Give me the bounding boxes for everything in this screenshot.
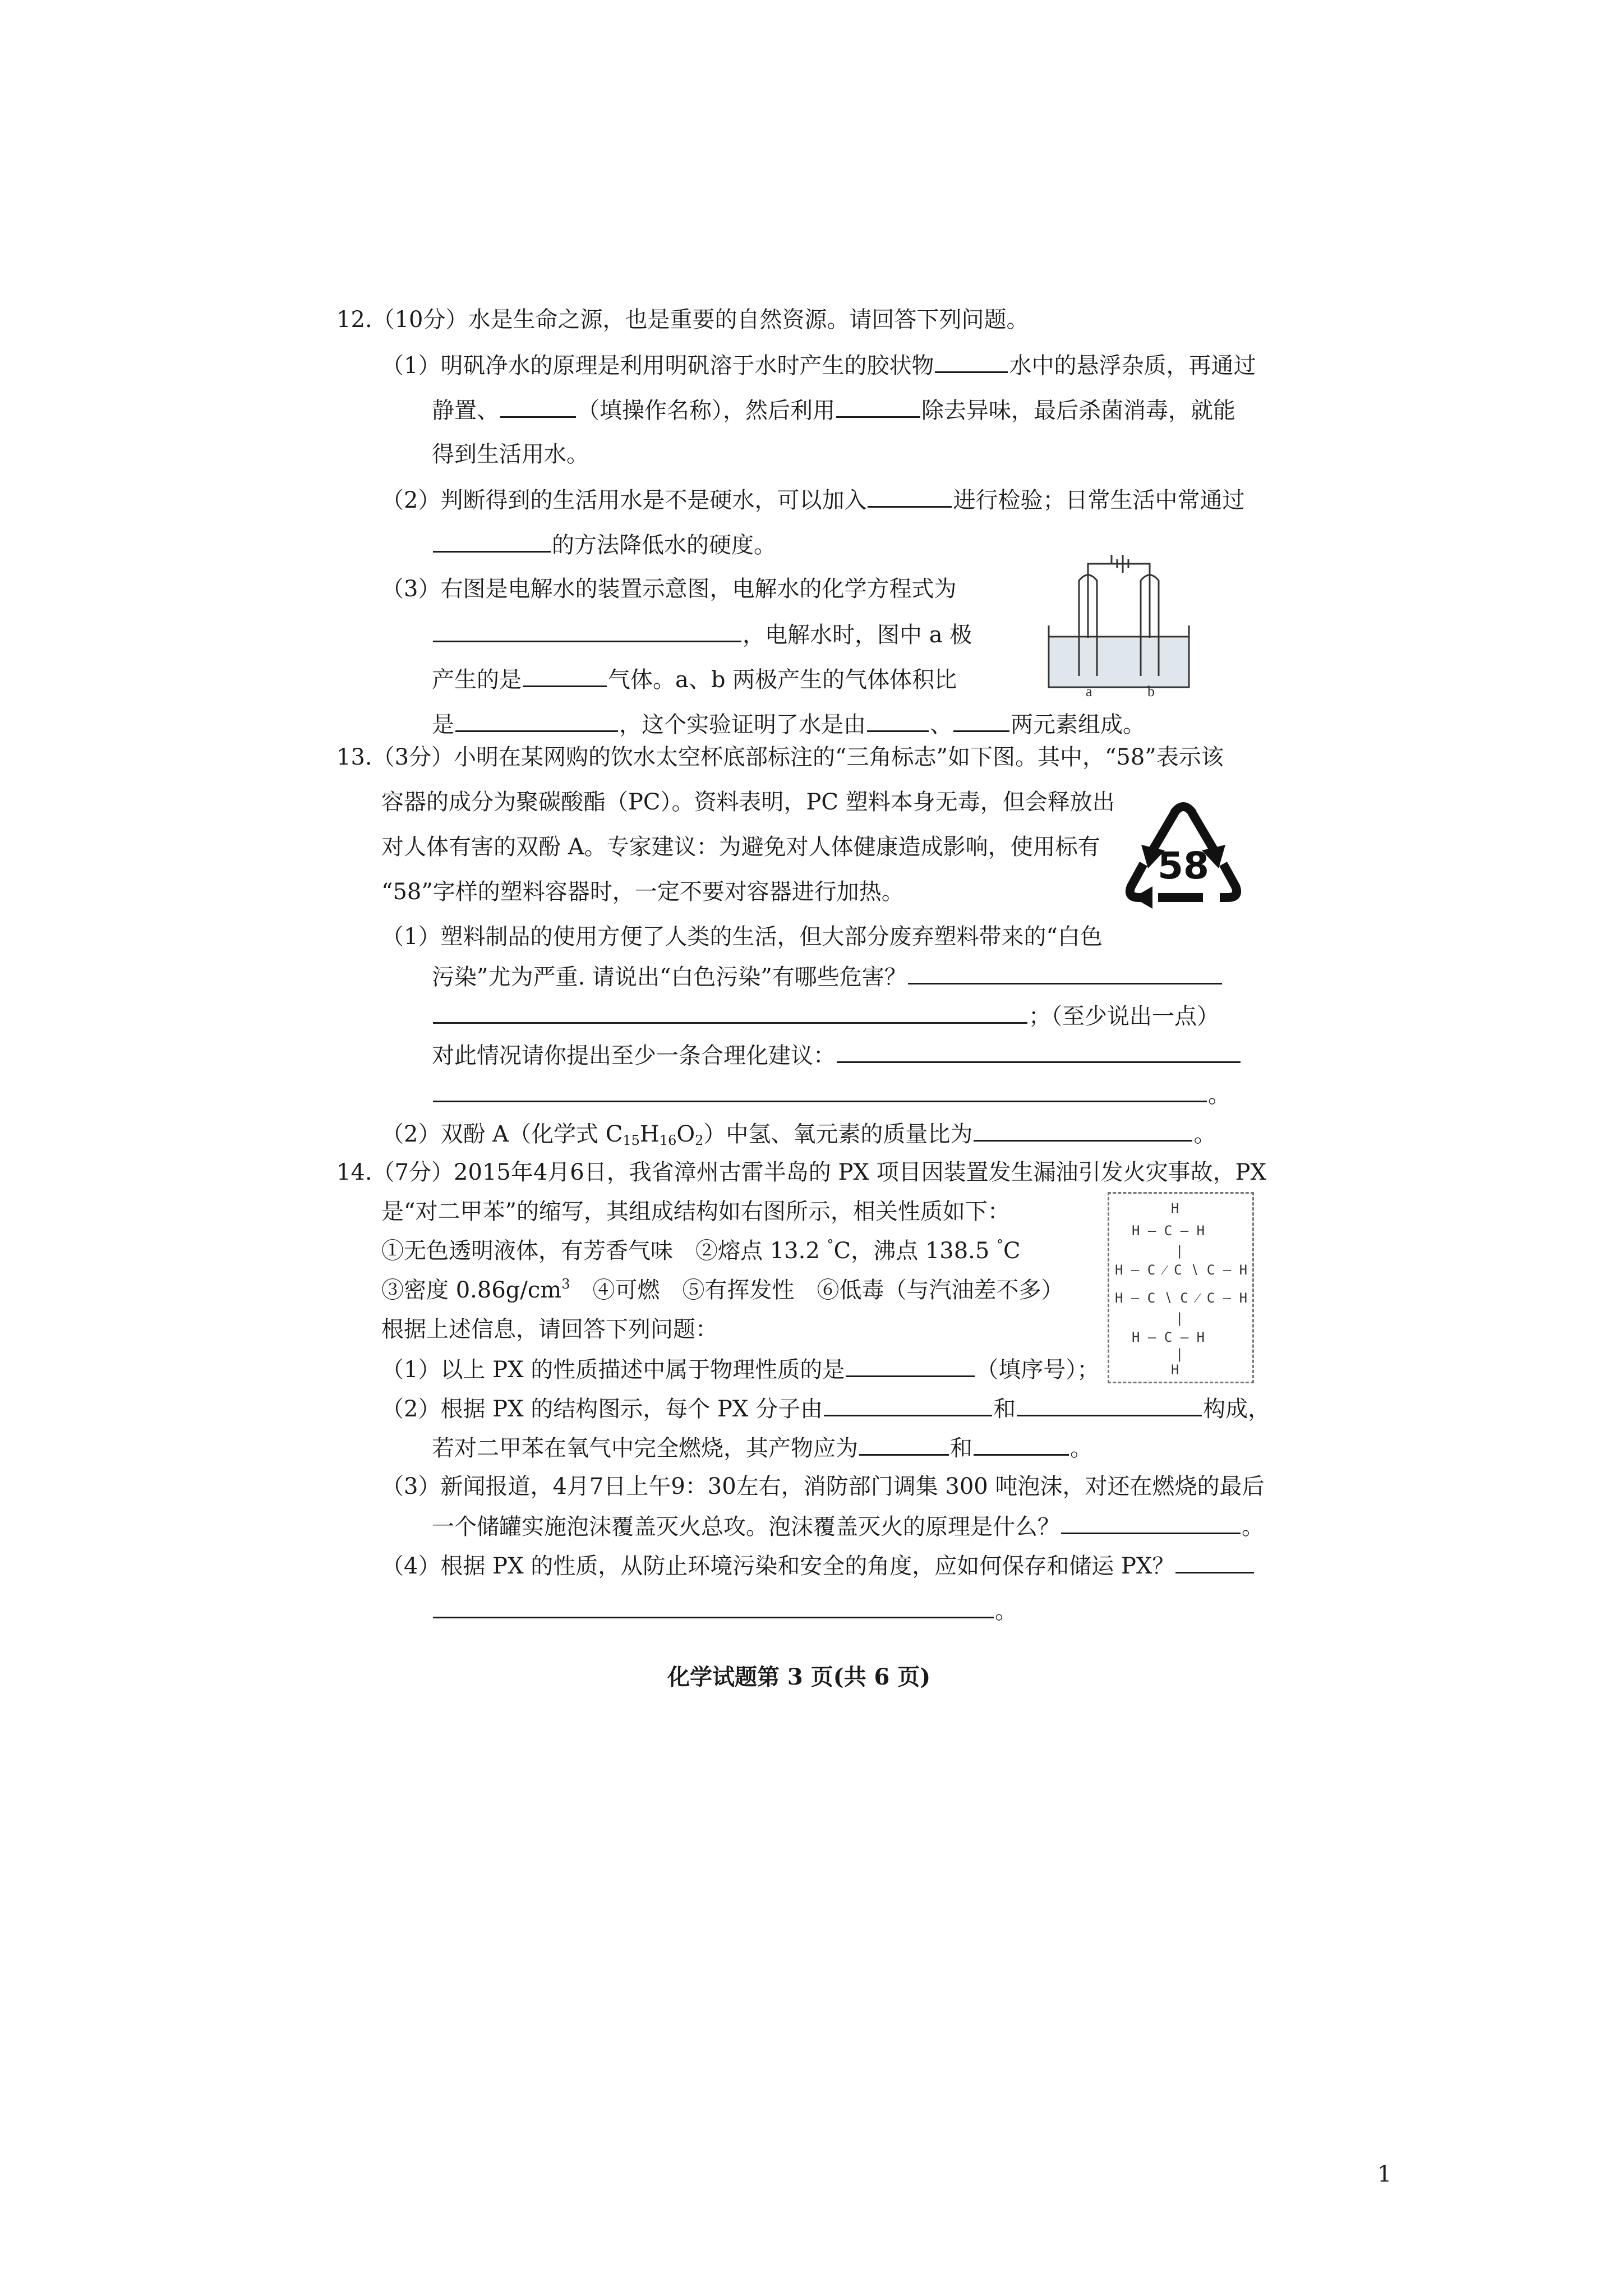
recycling-code-label: 58 bbox=[1158, 844, 1209, 887]
q12-p3-line3: 产生的是 气体。a、b 两极产生的气体体积比 bbox=[432, 664, 957, 694]
q13-line4: “58”字样的塑料容器时，一定不要对容器进行加热。 bbox=[381, 879, 904, 905]
answer-blank[interactable] bbox=[935, 350, 1008, 373]
q14-line3: ①无色透明液体，有芳香气味 ②熔点 13.2 °C，沸点 138.5 °C bbox=[381, 1237, 1021, 1264]
q12-p1-line1: （1）明矾净水的原理是利用明矾溶于水时产生的胶状物 水中的悬浮杂质，再通过 bbox=[381, 350, 1256, 380]
answer-blank[interactable] bbox=[908, 961, 1222, 984]
q12-title: 12.（10分）水是生命之源，也是重要的自然资源。请回答下列问题。 bbox=[336, 307, 1029, 333]
q14-title: 14.（7分）2015年4月6日，我省漳州古雷半岛的 PX 项目因装置发生漏油引发火灾事故，PX bbox=[336, 1159, 1266, 1185]
q14-line4: ③密度 $0.86g/cm^3$ ④可燃 ⑤有挥发性 ⑥低毒（与汽油差不多） bbox=[381, 1276, 1064, 1303]
struct-row: H — C ∖ C ⁄ C — H bbox=[1115, 1290, 1248, 1306]
q12-p1-line2: 静置、 （填操作名称），然后利用 除去异味，最后杀菌消毒，就能 bbox=[432, 395, 1235, 425]
struct-row: | bbox=[1175, 1346, 1184, 1362]
q14-p2-line2: 若对二甲苯在氧气中完全燃烧，其产物应为 和 。 bbox=[432, 1433, 1092, 1463]
struct-row: H bbox=[1171, 1200, 1179, 1216]
q13-p1-line5: 。 bbox=[432, 1079, 1230, 1110]
q14-p4-line1: （4）根据 PX 的性质，从防止环境污染和安全的角度，应如何保存和储运 PX？ bbox=[381, 1550, 1255, 1581]
q14-line2: 是“对二甲苯”的缩写，其组成结构如右图所示，相关性质如下： bbox=[381, 1199, 1010, 1225]
answer-blank[interactable] bbox=[500, 395, 576, 418]
answer-blank[interactable] bbox=[859, 1433, 949, 1456]
answer-blank[interactable] bbox=[846, 1354, 975, 1377]
q14-p3-line1: （3）新闻报道，4月7日上午9：30左右，消防部门调集 300 吨泡沫，对还在燃烧的最后 bbox=[381, 1474, 1265, 1499]
answer-blank[interactable] bbox=[837, 1040, 1241, 1063]
page-footer: 化学试题第 3 页(共 6 页) bbox=[667, 1664, 931, 1690]
answer-blank[interactable] bbox=[836, 395, 920, 418]
q13-p1-line4: 对此情况请你提出至少一条合理化建议： bbox=[432, 1040, 1242, 1070]
q12-p2-line2: 的方法降低水的硬度。 bbox=[432, 530, 776, 560]
answer-blank[interactable] bbox=[433, 1595, 994, 1618]
struct-row: H — C — H bbox=[1132, 1223, 1205, 1239]
answer-blank[interactable] bbox=[824, 1393, 992, 1416]
answer-blank[interactable] bbox=[953, 709, 1009, 732]
q13-line2: 容器的成分为聚碳酸酯（PC）。资料表明，PC 塑料本身无毒，但会释放出 bbox=[381, 789, 1115, 815]
struct-row: H bbox=[1171, 1362, 1179, 1378]
answer-blank[interactable] bbox=[433, 1079, 1207, 1102]
page-number: 1 bbox=[1377, 2161, 1392, 2187]
q12-p2-line1: （2）判断得到的生活用水是不是硬水，可以加入 进行检验；日常生活中常通过 bbox=[381, 485, 1244, 515]
px-structure-figure bbox=[1108, 1192, 1254, 1383]
q14-line5: 根据上述信息，请回答下列问题： bbox=[381, 1317, 718, 1342]
q14-p4-line2: 。 bbox=[432, 1595, 1017, 1626]
answer-blank[interactable] bbox=[1061, 1511, 1241, 1534]
answer-blank[interactable] bbox=[433, 1001, 1027, 1024]
answer-blank[interactable] bbox=[1175, 1550, 1254, 1573]
struct-row: | bbox=[1175, 1243, 1184, 1259]
q13-title: 13.（3分）小明在某网购的饮水太空杯底部标注的“三角标志”如下图。其中，“58”表示该 bbox=[336, 744, 1224, 770]
struct-row: H — C — H bbox=[1132, 1329, 1205, 1345]
answer-blank[interactable] bbox=[974, 1433, 1069, 1456]
q12-p1-line3: 得到生活用水。 bbox=[432, 441, 589, 467]
q14-p2-line1: （2）根据 PX 的结构图示，每个 PX 分子由 和 构成， bbox=[381, 1393, 1270, 1424]
electrode-a-label: a bbox=[1086, 683, 1092, 698]
q12-p3-line1: （3）右图是电解水的装置示意图，电解水的化学方程式为 bbox=[381, 576, 957, 602]
q13-line3: 对人体有害的双酚 A。专家建议：为避免对人体健康造成影响，使用标有 bbox=[381, 834, 1100, 860]
q14-p1: （1）以上 PX 的性质描述中属于物理性质的是 （填序号）； bbox=[381, 1354, 1099, 1384]
answer-blank[interactable] bbox=[974, 1119, 1192, 1142]
q13-p2: （2）双酚 A（化学式 $C_{15}H_{16}O_2$）中氢、氧元素的质量比为 。 bbox=[381, 1119, 1216, 1149]
struct-row: | bbox=[1175, 1310, 1184, 1326]
q12-p3-line2: ，电解水时，图中 a 极 bbox=[432, 619, 972, 650]
q14-p3-line2: 一个储罐实施泡沫覆盖灭火总攻。泡沫覆盖灭火的原理是什么？ 。 bbox=[432, 1511, 1264, 1542]
electrolysis-apparatus-figure bbox=[1043, 547, 1195, 698]
q13-p1-line1: （1）塑料制品的使用方便了人类的生活，但大部分废弃塑料带来的“白色 bbox=[381, 924, 1103, 950]
answer-blank[interactable] bbox=[868, 485, 952, 508]
answer-blank[interactable] bbox=[523, 664, 607, 687]
answer-blank[interactable] bbox=[867, 709, 929, 732]
struct-row: H — C ⁄ C ∖ C — H bbox=[1115, 1262, 1248, 1278]
answer-blank[interactable] bbox=[1017, 1393, 1202, 1416]
answer-blank[interactable] bbox=[455, 709, 618, 732]
q12-p3-line4: 是 ，这个实验证明了水是由 、 两元素组成。 bbox=[432, 709, 1145, 739]
q13-p1-line3: ；（至少说出一点） bbox=[432, 1001, 1219, 1031]
answer-blank[interactable] bbox=[433, 530, 551, 553]
recycling-58-icon bbox=[1119, 797, 1248, 914]
electrode-b-label: b bbox=[1147, 683, 1155, 698]
q13-p1-line2: 污染”尤为严重. 请说出“白色污染”有哪些危害？ bbox=[432, 961, 1223, 992]
answer-blank[interactable] bbox=[433, 619, 741, 642]
